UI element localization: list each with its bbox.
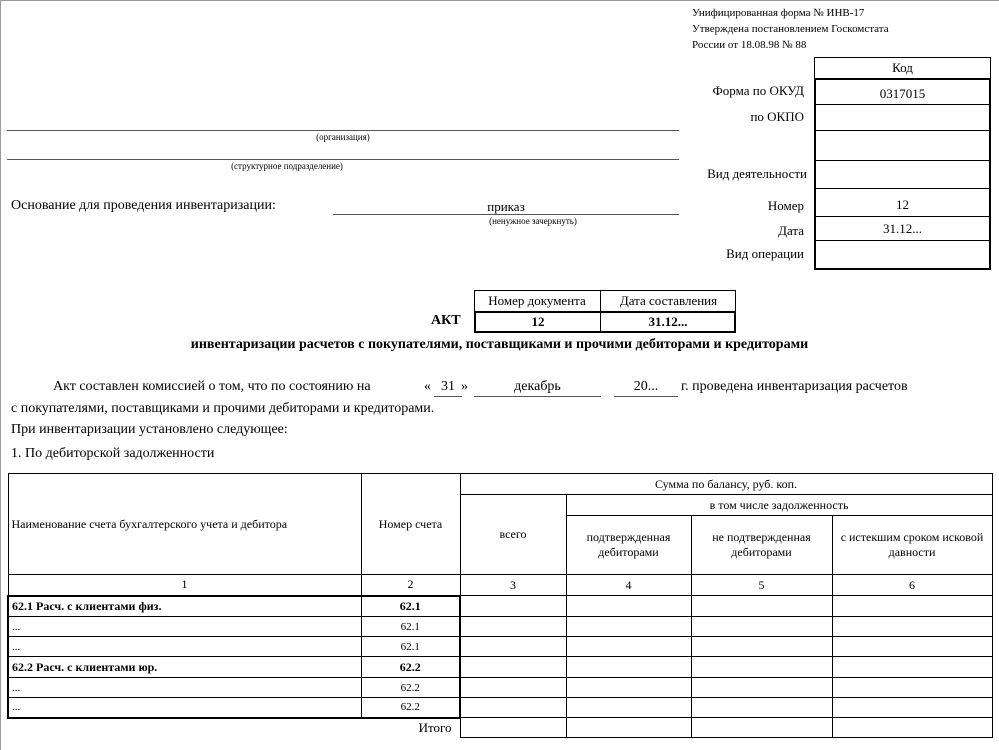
okud-label: Форма по ОКУД [712, 83, 804, 98]
col-not-confirmed-header: не подтвержденная дебиторами [691, 516, 832, 575]
left-border [0, 0, 1, 750]
col-number: 2 [361, 575, 460, 596]
doc-num-header: Номер документа [488, 293, 586, 308]
act-label: АКТ [431, 313, 461, 328]
section1-title: 1. По дебиторской задолженности [11, 446, 215, 461]
month-field[interactable]: декабрь [514, 379, 561, 394]
year-line [614, 396, 678, 397]
col-incl-header: в том числе задолженность [566, 495, 992, 516]
row-name[interactable]: ... [8, 617, 361, 637]
doc-date-value[interactable]: 31.12... [648, 314, 688, 329]
form-line2: Утверждена постановлением Госкомстата [692, 23, 889, 35]
org-caption: (организация) [316, 132, 370, 142]
col-number: 6 [832, 575, 992, 596]
body-line2: с покупателями, поставщиками и прочими дебиторами и кредиторами. [11, 401, 435, 416]
okpo-label: по ОКПО [750, 109, 804, 124]
doc-num-value[interactable]: 12 [531, 314, 545, 329]
body-line1-start: Акт составлен комиссией о том, что по состоянию на [53, 379, 371, 394]
row-cell[interactable] [460, 678, 566, 698]
col-sum-header: Сумма по балансу, руб. коп. [460, 474, 992, 495]
row-cell[interactable] [460, 637, 566, 657]
quote-close: » [461, 379, 468, 394]
org-line [7, 130, 679, 131]
total-cell[interactable] [832, 718, 992, 738]
code-divider [815, 130, 990, 131]
row-cell[interactable] [832, 698, 992, 718]
row-cell[interactable] [460, 657, 566, 678]
row-cell[interactable] [460, 698, 566, 718]
doc-title: инвентаризации расчетов с покупателями, поставщиками и прочими дебиторами и кредиторами [190, 337, 809, 352]
col-number: 4 [566, 575, 691, 596]
row-name[interactable]: ... [8, 698, 361, 718]
quote-open: « [424, 379, 431, 394]
row-cell[interactable] [566, 637, 691, 657]
col-total-header: всего [460, 495, 566, 575]
form-header [692, 5, 889, 53]
row-cell[interactable] [832, 596, 992, 617]
row-name[interactable]: ... [8, 637, 361, 657]
col-confirmed-header: подтвержденная дебиторами [566, 516, 691, 575]
total-spacer [8, 718, 361, 738]
row-cell[interactable] [832, 637, 992, 657]
table-row [8, 617, 992, 637]
total-cell[interactable] [460, 718, 566, 738]
month-line [474, 396, 601, 397]
okpo-value[interactable] [815, 105, 990, 130]
row-cell[interactable] [832, 657, 992, 678]
year-field[interactable]: 20... [633, 379, 659, 394]
operation-value[interactable] [815, 241, 990, 268]
date-label: Дата [778, 223, 804, 238]
activity-label: Вид деятельности [707, 166, 807, 181]
top-border [0, 0, 999, 1]
row-account[interactable]: 62.1 [361, 617, 460, 637]
row-cell[interactable] [460, 617, 566, 637]
total-label: Итого [418, 720, 452, 735]
dept-line [7, 159, 679, 160]
table-row [8, 698, 992, 718]
total-row [8, 718, 992, 738]
col-expired-header: с истекшим сроком исковой давности [832, 516, 992, 575]
row-cell[interactable] [566, 617, 691, 637]
row-cell[interactable] [566, 698, 691, 718]
date-value[interactable]: 31.12... [883, 220, 922, 236]
row-cell[interactable] [691, 617, 832, 637]
basis-line [333, 214, 679, 215]
operation-label: Вид операции [726, 246, 804, 261]
row-account[interactable]: 62.2 [361, 657, 460, 678]
form-line1: Унифицированная форма № ИНВ-17 [692, 7, 865, 19]
row-name[interactable]: 62.2 Расч. с клиентами юр. [8, 657, 361, 678]
table-row [8, 596, 992, 617]
body-line3: При инвентаризации установлено следующее: [11, 422, 288, 437]
row-account[interactable]: 62.1 [361, 596, 460, 617]
table-row [8, 637, 992, 657]
debt-table [7, 473, 993, 738]
row-cell[interactable] [691, 657, 832, 678]
col-number: 1 [8, 575, 361, 596]
col-name-header: Наименование счета бухгалтерского учета и дебитора [8, 474, 361, 575]
total-cell[interactable] [691, 718, 832, 738]
body-line1-end: г. проведена инвентаризация расчетов [681, 379, 908, 394]
okud-value[interactable]: 0317015 [879, 86, 926, 101]
table-row [8, 678, 992, 698]
row-name[interactable]: 62.1 Расч. с клиентами физ. [8, 596, 361, 617]
number-label: Номер [767, 198, 804, 213]
row-cell[interactable] [566, 657, 691, 678]
col-account-header: Номер счета [361, 474, 460, 575]
total-cell[interactable] [566, 718, 691, 738]
row-cell[interactable] [460, 596, 566, 617]
row-cell[interactable] [691, 698, 832, 718]
basis-label: Основание для проведения инвентаризации: [11, 198, 276, 213]
row-account[interactable]: 62.1 [361, 637, 460, 657]
form-line3: России от 18.08.98 № 88 [692, 39, 807, 51]
row-cell[interactable] [566, 596, 691, 617]
table-row [8, 657, 992, 678]
code-divider [815, 188, 990, 189]
row-cell[interactable] [691, 678, 832, 698]
day-field[interactable]: 31 [441, 379, 455, 394]
row-name[interactable]: ... [8, 678, 361, 698]
dept-caption: (структурное подразделение) [231, 161, 343, 171]
col-number: 5 [691, 575, 832, 596]
row-cell[interactable] [832, 617, 992, 637]
number-value[interactable]: 12 [896, 197, 909, 212]
row-cell[interactable] [832, 678, 992, 698]
code-header: Код [892, 60, 913, 75]
row-account[interactable]: 62.2 [361, 678, 460, 698]
col-number: 3 [460, 575, 566, 596]
activity-value[interactable] [815, 161, 990, 188]
row-cell[interactable] [691, 637, 832, 657]
row-cell[interactable] [691, 596, 832, 617]
basis-value[interactable]: приказ [487, 199, 525, 214]
row-cell[interactable] [566, 678, 691, 698]
day-line [434, 396, 462, 397]
row-account[interactable]: 62.2 [361, 698, 460, 718]
doc-date-header: Дата составления [619, 293, 718, 308]
basis-caption: (ненужное зачеркнуть) [489, 216, 577, 226]
